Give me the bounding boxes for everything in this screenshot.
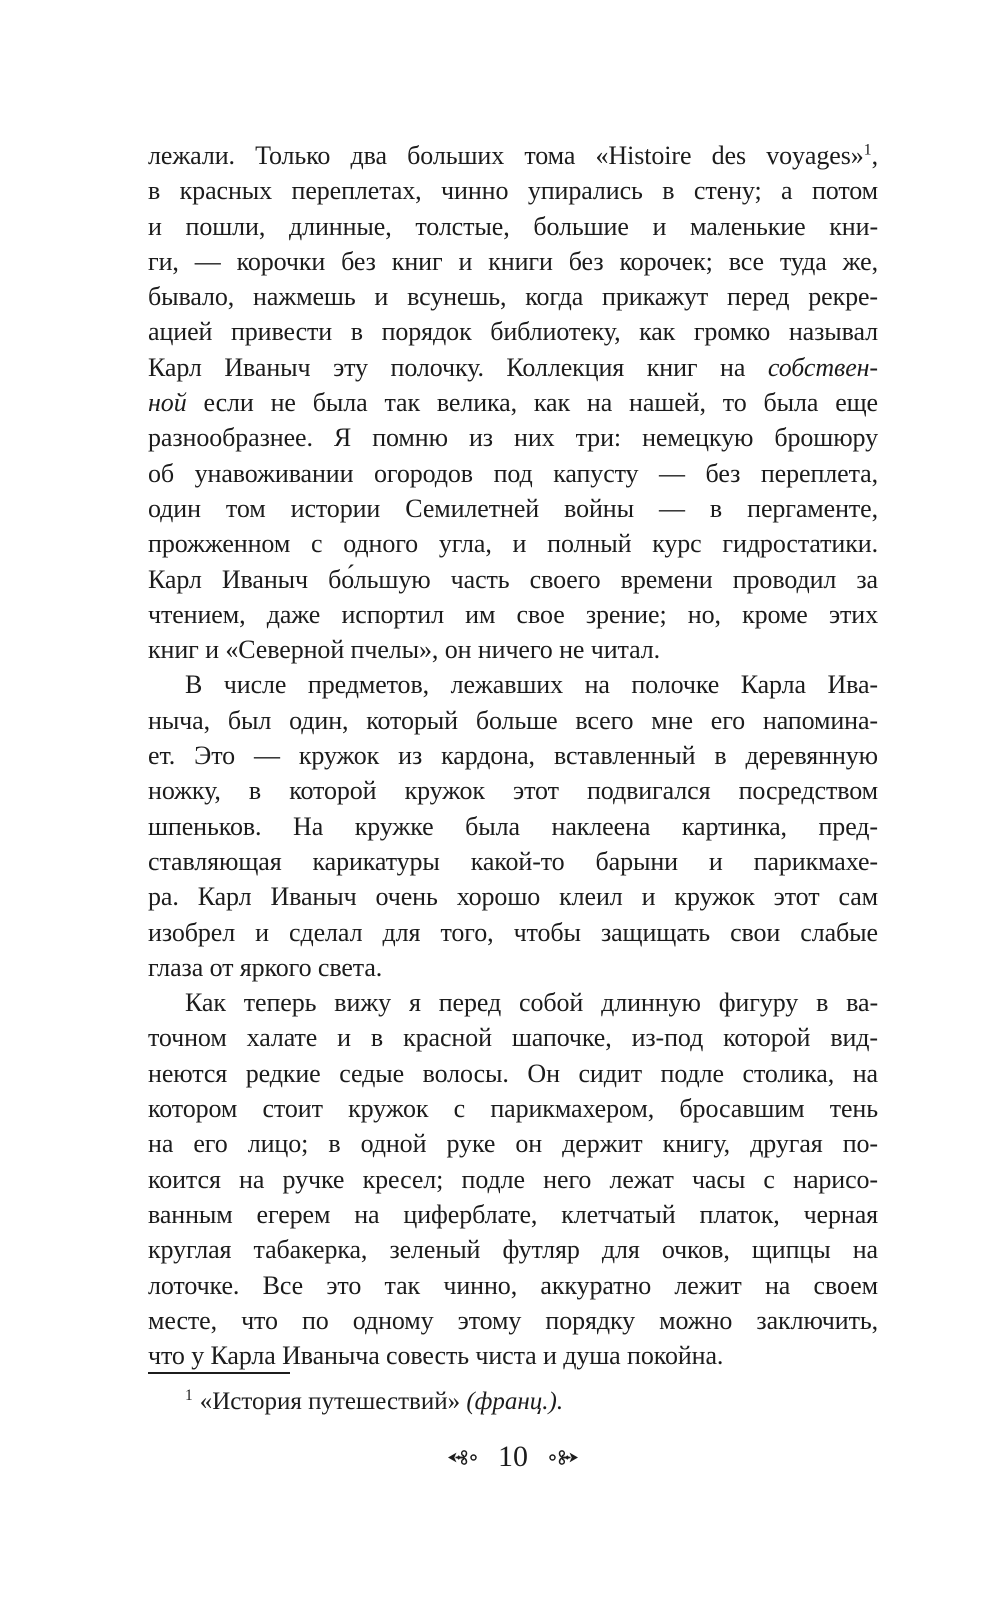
text-run: , xyxy=(871,141,878,170)
text-run: ра. Карл Иваныч очень хорошо клеил и кружок этот сам xyxy=(148,882,878,912)
text-run: что у Карла Иваныча совесть чиста и душа покойна. xyxy=(148,1341,724,1371)
text-line xyxy=(148,244,878,279)
text-run: ет. Это — кружок из кардона, вставленный в деревянную xyxy=(148,741,878,771)
text-run: бывало, нажмешь и всунешь, когда прикажут перед рекре- xyxy=(148,282,878,312)
text-run: если не была так велика, как на нашей, то была еще xyxy=(186,388,878,418)
text-run: чтением, даже испортил им свое зрение; но, кроме этих xyxy=(148,599,878,629)
text-run: прожженном с одного угла, и полный курс гидростатики. xyxy=(148,529,878,559)
text-run: книг и «Северной пчелы», он ничего не читал. xyxy=(148,635,661,665)
text-run: месте, что по одному этому порядку можно заключить, xyxy=(148,1305,878,1335)
text-run: глаза от яркого света. xyxy=(148,952,383,982)
text-line xyxy=(148,844,878,879)
text-run: ставляющая карикатуры какой-то барыни и парикмахе- xyxy=(148,846,878,876)
text-line xyxy=(148,562,878,597)
text-line xyxy=(148,1091,878,1126)
text-run: ножку, в которой кружок этот подвигался посредством xyxy=(148,776,878,806)
text-run: неются редкие седые волосы. Он сидит подле столика, на xyxy=(148,1058,878,1088)
text-run: один том истории Семилетней войны — в пергаменте, xyxy=(148,493,878,523)
text-run: ги, — корочки без книг и книги без корочек; все туда же, xyxy=(148,246,878,276)
text-line xyxy=(148,738,878,773)
text-run: на его лицо; в одной руке он держит книгу, другая по- xyxy=(148,1129,878,1159)
text-line xyxy=(148,950,878,985)
text-line xyxy=(148,1303,878,1338)
text-run: ванным егерем на циферблате, клетчатый платок, черная xyxy=(148,1199,878,1229)
text-line xyxy=(148,985,878,1020)
text-run: Карл Иваныч эту полочку. Коллекция книг на xyxy=(148,352,768,382)
footnote-text: «История путешествий» xyxy=(199,1388,467,1415)
text-line xyxy=(148,1197,878,1232)
text-line xyxy=(148,385,878,420)
text-run: лежали. Только два больших тома «Histoire des voyages» xyxy=(148,141,864,170)
text-line xyxy=(148,703,878,738)
text-line xyxy=(148,1020,878,1055)
fleuron-ornament-left-icon xyxy=(448,1447,481,1468)
text-run: ныча, был один, который больше всего мне его напомина- xyxy=(148,705,878,735)
text-line xyxy=(148,1056,878,1091)
text-line xyxy=(148,773,878,808)
text-run: изобрел и сделал для того, чтобы защищать свои слабые xyxy=(148,917,878,947)
text-run: лоточке. Все это так чинно, аккуратно лежит на своем xyxy=(148,1270,878,1300)
footnote xyxy=(148,1386,878,1418)
footnote-lang-note: (франц.). xyxy=(466,1388,564,1415)
footnote-reference: 1 xyxy=(863,141,872,159)
text-run: собствен- xyxy=(767,352,878,382)
text-line xyxy=(148,1338,878,1373)
text-run: коится на ручке кресел; подле него лежат часы с нарисо- xyxy=(148,1164,878,1194)
footnote-rule xyxy=(148,1372,290,1374)
text-run: об унавоживании огородов под капусту — без переплета, xyxy=(148,458,878,488)
text-line xyxy=(148,526,878,561)
text-line xyxy=(148,173,878,208)
text-line xyxy=(148,667,878,702)
text-run: и пошли, длинные, толстые, большие и маленькие кни- xyxy=(148,211,878,241)
text-line xyxy=(148,1268,878,1303)
page-footer xyxy=(148,1440,878,1474)
text-line xyxy=(148,809,878,844)
text-run: В числе предметов, лежавших на полочке Карла Ива- xyxy=(185,670,878,700)
text-line xyxy=(148,1162,878,1197)
text-line xyxy=(148,314,878,349)
text-run: Как теперь вижу я перед собой длинную фигуру в ва- xyxy=(185,988,878,1018)
text-line xyxy=(148,632,878,667)
text-line xyxy=(148,597,878,632)
text-run: шпеньков. На кружке была наклеена картинка, пред- xyxy=(148,811,878,841)
text-line xyxy=(148,209,878,244)
body-text xyxy=(148,138,878,1373)
text-run: точном халате и в красной шапочке, из-под которой вид- xyxy=(148,1023,878,1053)
text-line xyxy=(148,915,878,950)
page-number: 10 xyxy=(498,1440,528,1473)
text-line xyxy=(148,138,878,173)
text-run: ной xyxy=(148,388,187,418)
text-line xyxy=(148,456,878,491)
text-run: в красных переплетах, чинно упирались в стену; а потом xyxy=(148,176,878,206)
text-run: круглая табакерка, зеленый футляр для очков, щипцы на xyxy=(148,1235,878,1265)
text-run: ацией привести в порядок библиотеку, как громко называл xyxy=(148,317,878,347)
fleuron-ornament-right-icon xyxy=(545,1447,578,1468)
text-run: Карл Иваныч бо́льшую часть своего времени проводил за xyxy=(148,564,878,594)
text-line xyxy=(148,420,878,455)
text-line xyxy=(148,350,878,385)
text-line xyxy=(148,491,878,526)
text-line xyxy=(148,879,878,914)
text-line xyxy=(148,1126,878,1161)
text-run: разнообразнее. Я помню из них три: немецкую брошюру xyxy=(148,423,878,453)
text-line xyxy=(148,1232,878,1267)
text-run: котором стоит кружок с парикмахером, бросавшим тень xyxy=(148,1094,878,1124)
footnote-marker: 1 xyxy=(185,1386,193,1404)
text-line xyxy=(148,279,878,314)
